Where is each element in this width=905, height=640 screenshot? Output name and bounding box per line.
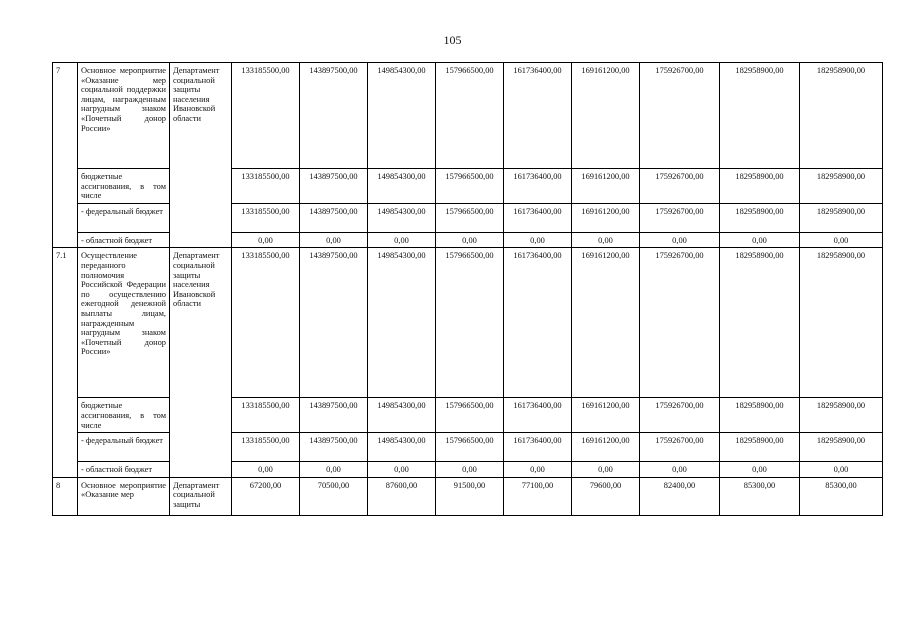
table-row-7 [53, 63, 883, 169]
page-number: 105 [443, 33, 462, 47]
value-cell: 133185500,00 [232, 433, 300, 462]
value-cell: 157966500,00 [436, 169, 504, 204]
value-cell: 182958900,00 [800, 169, 883, 204]
value-cell: 149854300,00 [368, 169, 436, 204]
measure-name: Осуществление переданного полномочия Российской Федерации по осуществлению ежегодной денежной выплаты лицам, награжденным нагрудным знаком «Почетный донор России» [78, 248, 170, 398]
value-cell: 133185500,00 [232, 203, 300, 232]
value-cell: 175926700,00 [640, 169, 720, 204]
department-cell: Департамент социальной защиты населения Ивановской области [170, 63, 232, 248]
sub-label: бюджетные ассигнования, в том числе [78, 398, 170, 433]
value-cell: 0,00 [572, 232, 640, 248]
value-cell: 182958900,00 [800, 63, 883, 169]
sub-label: - областной бюджет [78, 462, 170, 478]
value-cell: 169161200,00 [572, 203, 640, 232]
value-cell: 175926700,00 [640, 433, 720, 462]
value-cell: 143897500,00 [300, 169, 368, 204]
value-cell: 169161200,00 [572, 433, 640, 462]
value-cell: 175926700,00 [640, 63, 720, 169]
table-row-7-1 [53, 248, 883, 398]
value-cell: 143897500,00 [300, 398, 368, 433]
value-cell: 0,00 [800, 462, 883, 478]
value-cell: 0,00 [300, 462, 368, 478]
value-cell: 157966500,00 [436, 63, 504, 169]
value-cell: 149854300,00 [368, 203, 436, 232]
sub-label: бюджетные ассигнования, в том числе [78, 169, 170, 204]
value-cell: 0,00 [436, 462, 504, 478]
department-cell: Департамент социальной защиты [170, 477, 232, 515]
value-cell: 0,00 [720, 462, 800, 478]
row-index: 8 [53, 477, 78, 515]
value-cell: 169161200,00 [572, 63, 640, 169]
value-cell: 143897500,00 [300, 248, 368, 398]
value-cell: 82400,00 [640, 477, 720, 515]
sub-label: - федеральный бюджет [78, 433, 170, 462]
value-cell: 133185500,00 [232, 169, 300, 204]
value-cell: 182958900,00 [800, 398, 883, 433]
value-cell: 169161200,00 [572, 248, 640, 398]
value-cell: 161736400,00 [504, 248, 572, 398]
value-cell: 182958900,00 [720, 203, 800, 232]
value-cell: 133185500,00 [232, 63, 300, 169]
value-cell: 143897500,00 [300, 433, 368, 462]
value-cell: 157966500,00 [436, 203, 504, 232]
value-cell: 182958900,00 [800, 203, 883, 232]
value-cell: 182958900,00 [720, 169, 800, 204]
value-cell: 143897500,00 [300, 203, 368, 232]
value-cell: 0,00 [300, 232, 368, 248]
budget-table [52, 62, 883, 516]
value-cell: 85300,00 [800, 477, 883, 515]
value-cell: 133185500,00 [232, 398, 300, 433]
row-index: 7.1 [53, 248, 78, 477]
value-cell: 182958900,00 [720, 433, 800, 462]
value-cell: 182958900,00 [720, 63, 800, 169]
value-cell: 0,00 [368, 232, 436, 248]
value-cell: 169161200,00 [572, 398, 640, 433]
sub-label: - областной бюджет [78, 232, 170, 248]
value-cell: 149854300,00 [368, 398, 436, 433]
value-cell: 175926700,00 [640, 398, 720, 433]
value-cell: 175926700,00 [640, 248, 720, 398]
value-cell: 149854300,00 [368, 433, 436, 462]
value-cell: 169161200,00 [572, 169, 640, 204]
table-row-8 [53, 477, 883, 515]
value-cell: 161736400,00 [504, 433, 572, 462]
measure-name: Основное мероприятие «Оказание мер социальной поддержки лицам, награжденным нагрудным знаком «Почетный донор России» [78, 63, 170, 169]
value-cell: 85300,00 [720, 477, 800, 515]
value-cell: 182958900,00 [720, 248, 800, 398]
value-cell: 133185500,00 [232, 248, 300, 398]
value-cell: 149854300,00 [368, 63, 436, 169]
value-cell: 0,00 [504, 462, 572, 478]
value-cell: 77100,00 [504, 477, 572, 515]
value-cell: 0,00 [800, 232, 883, 248]
value-cell: 91500,00 [436, 477, 504, 515]
value-cell: 182958900,00 [720, 398, 800, 433]
value-cell: 0,00 [572, 462, 640, 478]
value-cell: 161736400,00 [504, 398, 572, 433]
value-cell: 0,00 [640, 462, 720, 478]
department-cell: Департамент социальной защиты населения Ивановской области [170, 248, 232, 477]
value-cell: 67200,00 [232, 477, 300, 515]
value-cell: 157966500,00 [436, 398, 504, 433]
value-cell: 87600,00 [368, 477, 436, 515]
value-cell: 0,00 [368, 462, 436, 478]
value-cell: 0,00 [232, 232, 300, 248]
value-cell: 157966500,00 [436, 248, 504, 398]
value-cell: 0,00 [720, 232, 800, 248]
value-cell: 182958900,00 [800, 433, 883, 462]
sub-label: - федеральный бюджет [78, 203, 170, 232]
value-cell: 0,00 [640, 232, 720, 248]
value-cell: 149854300,00 [368, 248, 436, 398]
value-cell: 0,00 [436, 232, 504, 248]
value-cell: 161736400,00 [504, 203, 572, 232]
value-cell: 161736400,00 [504, 63, 572, 169]
value-cell: 0,00 [504, 232, 572, 248]
value-cell: 161736400,00 [504, 169, 572, 204]
value-cell: 182958900,00 [800, 248, 883, 398]
value-cell: 157966500,00 [436, 433, 504, 462]
value-cell: 70500,00 [300, 477, 368, 515]
value-cell: 143897500,00 [300, 63, 368, 169]
row-index: 7 [53, 63, 78, 248]
value-cell: 0,00 [232, 462, 300, 478]
value-cell: 175926700,00 [640, 203, 720, 232]
measure-name: Основное мероприятие «Оказание мер [78, 477, 170, 515]
value-cell: 79600,00 [572, 477, 640, 515]
